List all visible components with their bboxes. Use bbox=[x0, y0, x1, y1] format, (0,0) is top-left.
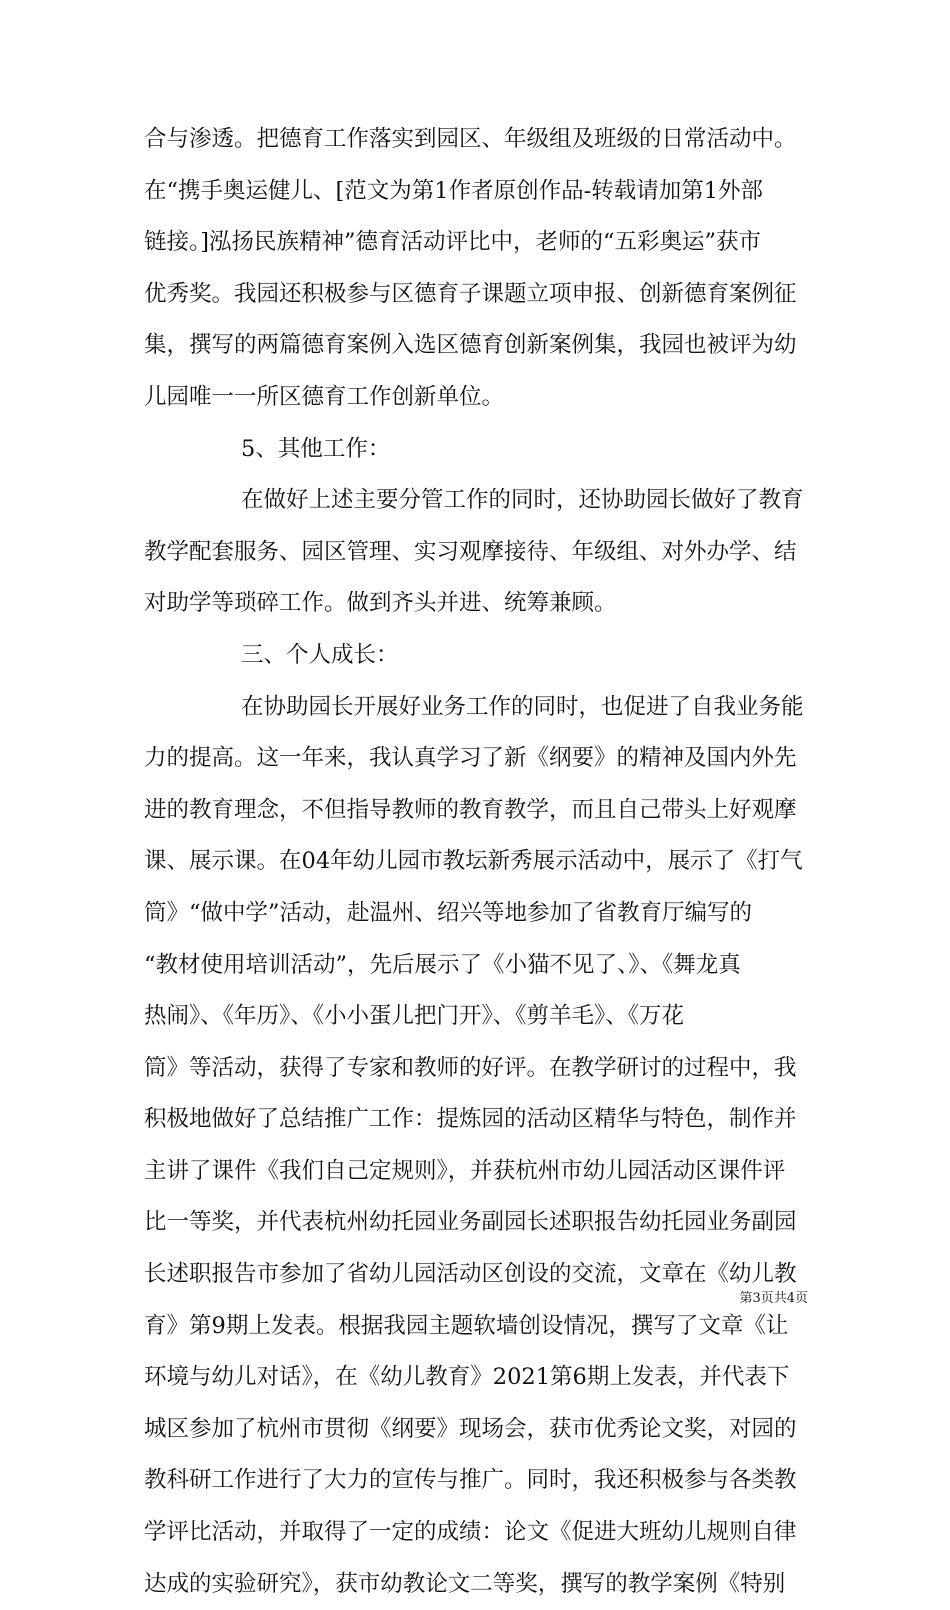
text-line: 长述职报告市参加了省幼儿园活动区创设的交流，文章在《幼儿教 bbox=[144, 1261, 797, 1288]
text-line: 5、其他工作： bbox=[241, 435, 391, 462]
text-line: 优秀奖。我园还积极参与区德育子课题立项申报、创新德育案例征 bbox=[144, 280, 797, 307]
text-line: “教材使用培训活动”，先后展示了《小猫不见了、》、《舞龙真 bbox=[144, 951, 741, 978]
text-line: 进的教育理念，不但指导教师的教育教学，而且自己带头上好观摩 bbox=[144, 796, 797, 823]
text-line: 环境与幼儿对话》，在《幼儿教育》2021第6期上发表，并代表下 bbox=[144, 1364, 790, 1391]
text-line: 链接。]泓扬民族精神”德育活动评比中，老师的“五彩奥运”获市 bbox=[144, 229, 762, 256]
text-line: 比一等奖，并代表杭州幼托园业务副园长述职报告幼托园业务副园 bbox=[144, 1209, 797, 1236]
text-line: 城区参加了杭州市贯彻《纲要》现场会，获市优秀论文奖，对园的 bbox=[144, 1415, 797, 1442]
text-line: 合与渗透。把德育工作落实到园区、年级组及班级的日常活动中。 bbox=[144, 126, 797, 152]
page-number-footer: 第3页共4页 bbox=[739, 1291, 808, 1306]
body-text bbox=[144, 114, 814, 1610]
text-line: 教学配套服务、园区管理、实习观摩接待、年级组、对外办学、结 bbox=[144, 538, 797, 565]
text-line: 儿园唯一一所区德育工作创新单位。 bbox=[144, 383, 505, 410]
text-line: 筒》“做中学”活动，赴温州、绍兴等地参加了省教育厅编写的 bbox=[144, 899, 753, 926]
text-line: 集，撰写的两篇德育案例入选区德育创新案例集，我园也被评为幼 bbox=[144, 332, 797, 359]
text-line: 在做好上述主要分管工作的同时，还协助园长做好了教育 bbox=[241, 487, 804, 514]
text-line: 主讲了课件《我们自己定规则》，并获杭州市幼儿园活动区课件评 bbox=[144, 1157, 786, 1184]
text-line: 教科研工作进行了大力的宣传与推广。同时，我还积极参与各类教 bbox=[144, 1467, 797, 1494]
text-line: 育》第9期上发表。根据我园主题软墙创设情况，撰写了文章《让 bbox=[144, 1312, 789, 1339]
text-line: 课、展示课。在04年幼儿园市教坛新秀展示活动中，展示了《打气 bbox=[144, 848, 803, 875]
text-line: 达成的实验研究》，获市幼教论文二等奖，撰写的教学案例《特别 bbox=[144, 1570, 786, 1597]
text-line: 力的提高。这一年来，我认真学习了新《纲要》的精神及国内外先 bbox=[144, 745, 797, 772]
text-line: 积极地做好了总结推广工作：提炼园的活动区精华与特色，制作并 bbox=[144, 1106, 797, 1133]
text-line: 在协助园长开展好业务工作的同时，也促进了自我业务能 bbox=[241, 693, 804, 720]
text-line: 热闹》、《年历》、《小小蛋儿把门开》、《剪羊毛》、《万花 bbox=[144, 1003, 685, 1030]
text-line: 三、个人成长： bbox=[241, 641, 399, 668]
text-line: 对助学等琐碎工作。做到齐头并进、统筹兼顾。 bbox=[144, 590, 617, 617]
text-line: 在“携手奥运健儿、[范文为第1作者原创作品-转载请加第1外部 bbox=[144, 177, 764, 204]
text-line: 筒》等活动，获得了专家和教师的好评。在教学研讨的过程中，我 bbox=[144, 1054, 797, 1081]
text-line: 学评比活动，并取得了一定的成绩：论文《促进大班幼儿规则自律 bbox=[144, 1519, 797, 1546]
